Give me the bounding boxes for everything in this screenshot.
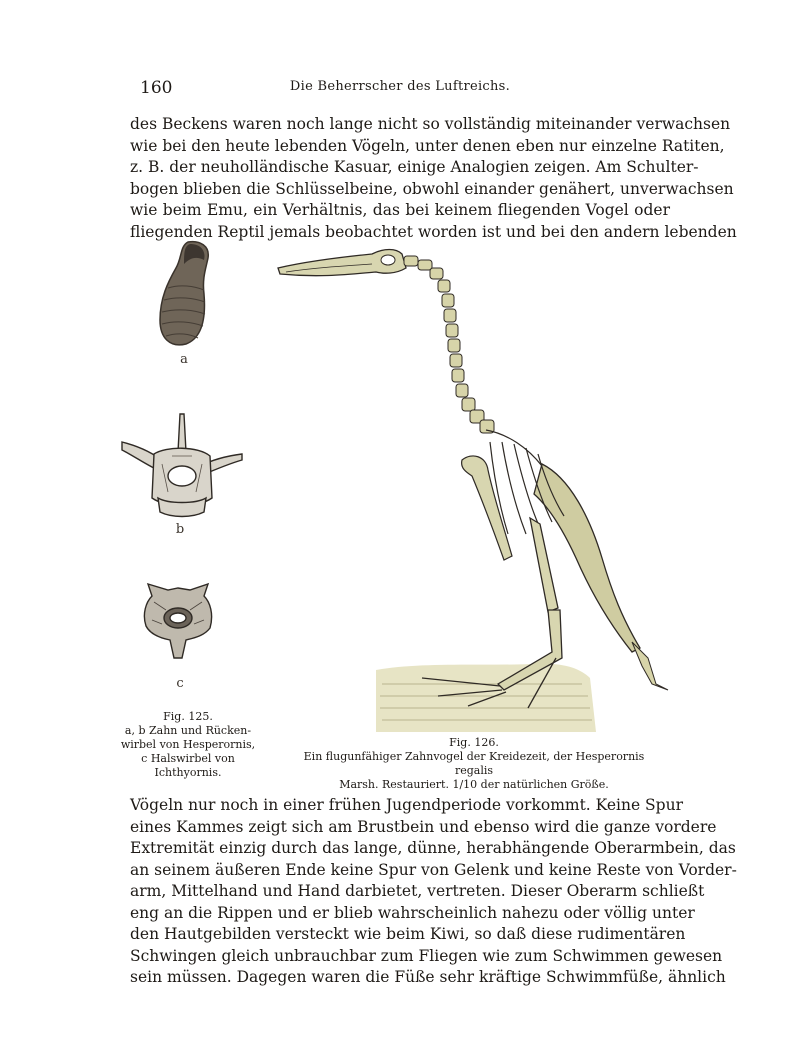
text-line: an seinem äußeren Ende keine Spur von Gelenk und keine Reste von Vorder- (130, 860, 737, 879)
text-line: Vögeln nur noch in einer frühen Jugendperiode vorkommt. Keine Spur (130, 796, 683, 814)
page-number: 160 (140, 78, 173, 98)
figure-125-caption (108, 710, 268, 780)
caption-line: a, b Zahn und Rücken- (124, 724, 252, 737)
figure-125-number: Fig. 125. (163, 710, 213, 723)
text-line: Schwingen gleich unbrauchbar zum Fliegen wie zum Schwimmen gewesen (130, 946, 723, 965)
hesperornis-skeleton-illustration (272, 238, 682, 732)
paragraph-top (130, 114, 737, 243)
caption-line: Ein flugunfähiger Zahnvogel der Kreidezeit, der Hesperornis regalis (303, 750, 645, 777)
text-line: eng an die Rippen und er blieb wahrscheinlich nahezu oder völlig unter (130, 903, 695, 922)
text-line: fliegenden Reptil jemals beobachtet worden ist und bei den andern lebenden (130, 222, 737, 241)
text-line: sein müssen. Dagegen waren die Füße sehr kräftige Schwimmfüße, ähnlich (130, 968, 726, 986)
figure-label-a: a (180, 352, 188, 367)
text-line: wie bei den heute lebenden Vögeln, unter denen eben nur einzelne Ratiten, (130, 136, 725, 155)
text-line: arm, Mittelhand und Hand darbietet, vertreten. Dieser Oberarm schließt (130, 882, 705, 900)
page-header (130, 78, 670, 100)
text-line: bogen blieben die Schlüsselbeine, obwohl einander genähert, unverwachsen (130, 179, 734, 198)
dorsal-vertebra-illustration (118, 412, 246, 520)
figure-label-c: c (176, 676, 184, 691)
text-line: Extremität einzig durch das lange, dünne, herabhängende Oberarmbein, das (130, 839, 736, 857)
caption-line: Marsh. Restauriert. 1/10 der natürlichen Größe. (339, 778, 609, 791)
paragraph-bottom (130, 795, 737, 989)
text-line: den Hautgebilden versteckt wie beim Kiwi, so daß diese rudimentären (130, 925, 686, 943)
text-line: z. B. der neuholländische Kasuar, einige Analogien zeigen. Am Schulter- (130, 158, 699, 176)
tooth-illustration (150, 238, 220, 348)
figure-label-b: b (175, 522, 185, 537)
caption-line: wirbel von Hesperornis, (120, 738, 256, 751)
cervical-vertebra-illustration (138, 580, 218, 662)
running-title: Die Beherrscher des Luftreichs. (289, 79, 511, 94)
caption-line: c Halswirbel von (141, 752, 235, 765)
figure-126-caption (284, 736, 664, 792)
caption-line: Ichthyornis. (154, 766, 222, 779)
text-line: eines Kammes zeigt sich am Brustbein und ebenso wird die ganze vordere (130, 817, 717, 836)
text-line: des Beckens waren noch lange nicht so vollständig miteinander verwachsen (130, 115, 731, 133)
text-line: wie beim Emu, ein Verhältnis, das bei keinem fliegenden Vogel oder (130, 201, 670, 219)
figure-126-number: Fig. 126. (449, 736, 499, 749)
